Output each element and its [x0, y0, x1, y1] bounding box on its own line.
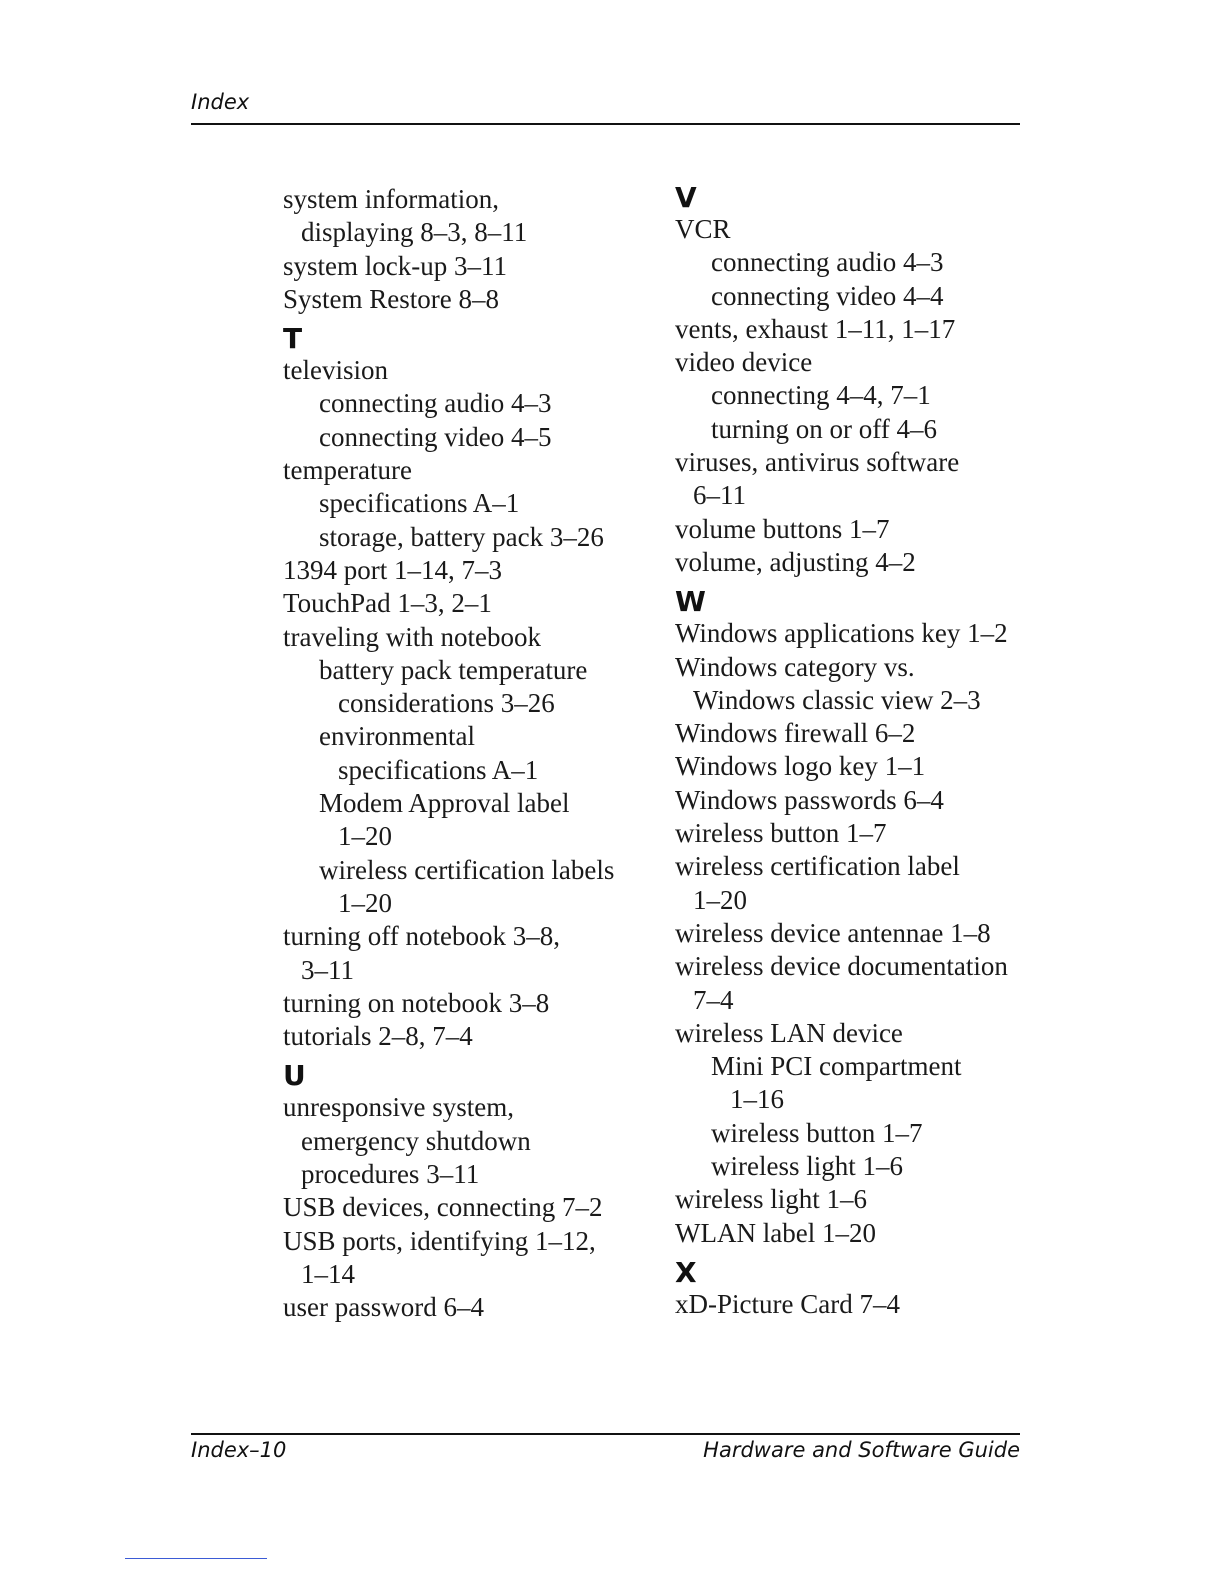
index-entry: specifications A–1: [319, 488, 520, 519]
index-entry: wireless certification labels: [319, 854, 615, 885]
index-entry: turning on or off 4–6: [711, 413, 937, 444]
index-entry: 3–11: [301, 954, 354, 985]
index-entry: System Restore 8–8: [283, 283, 499, 314]
index-entry: Windows firewall 6–2: [675, 718, 916, 749]
index-entry: wireless LAN device: [675, 1017, 903, 1048]
index-entry: Windows applications key 1–2: [675, 618, 1008, 649]
index-entry: turning on notebook 3–8: [283, 987, 550, 1018]
index-entry: unresponsive system,: [283, 1092, 514, 1123]
index-entry: battery pack temperature: [319, 654, 588, 685]
index-entry: specifications A–1: [338, 754, 539, 785]
index-column-right: [675, 183, 1035, 1321]
index-entry: 1394 port 1–14, 7–3: [283, 554, 502, 585]
index-entry: television: [283, 355, 388, 386]
index-entry: viruses, antivirus software: [675, 447, 960, 478]
running-head: Index: [191, 90, 250, 114]
index-entry: system information,: [283, 184, 499, 214]
index-entry: temperature: [283, 455, 412, 486]
header-rule: [191, 123, 1020, 125]
index-entry: environmental: [319, 721, 475, 752]
index-entry: WLAN label 1–20: [675, 1217, 876, 1248]
index-entry: 1–14: [301, 1258, 355, 1289]
index-entry: TouchPad 1–3, 2–1: [283, 588, 492, 619]
index-entry: 1–20: [338, 821, 392, 852]
footer-rule: [191, 1433, 1020, 1435]
index-entry: procedures 3–11: [301, 1159, 480, 1190]
index-letter-heading: T: [283, 322, 303, 356]
index-entry: Windows passwords 6–4: [675, 784, 944, 815]
index-letter-heading: U: [283, 1059, 306, 1093]
index-entry: connecting video 4–4: [711, 280, 944, 311]
index-entry: 1–16: [730, 1084, 784, 1115]
index-entry: user password 6–4: [283, 1292, 484, 1323]
index-entry: volume buttons 1–7: [675, 513, 890, 544]
index-entry: wireless light 1–6: [675, 1184, 867, 1215]
index-entry: considerations 3–26: [338, 688, 555, 719]
index-entry: connecting audio 4–3: [711, 247, 944, 278]
index-entry: VCR: [675, 214, 731, 244]
index-entry: 1–20: [693, 884, 747, 915]
index-entry: Modem Approval label: [319, 788, 570, 819]
book-title: Hardware and Software Guide: [703, 1438, 1020, 1462]
page-number: Index–10: [191, 1438, 287, 1462]
index-column-left: [283, 183, 643, 1325]
index-letter-heading: W: [675, 585, 706, 619]
index-entry: 6–11: [693, 480, 746, 511]
index-entry: Windows classic view 2–3: [693, 684, 981, 715]
index-entry: wireless light 1–6: [711, 1151, 903, 1182]
index-entry: wireless button 1–7: [675, 818, 887, 849]
index-entry: Mini PCI compartment: [711, 1051, 962, 1082]
index-entry: 1–20: [338, 887, 392, 918]
index-entry: connecting audio 4–3: [319, 388, 552, 419]
index-entry: 7–4: [693, 984, 734, 1015]
index-entry: storage, battery pack 3–26: [319, 521, 604, 552]
index-entry: turning off notebook 3–8,: [283, 921, 560, 952]
index-entry: USB ports, identifying 1–12,: [283, 1225, 596, 1256]
index-entry: wireless device documentation: [675, 951, 1008, 982]
index-entry: connecting 4–4, 7–1: [711, 380, 931, 411]
index-entry: xD-Picture Card 7–4: [675, 1288, 900, 1319]
index-entry: Windows logo key 1–1: [675, 751, 926, 782]
index-entry: connecting video 4–5: [319, 421, 552, 452]
index-entry: Windows category vs.: [675, 651, 915, 682]
index-entry: volume, adjusting 4–2: [675, 546, 916, 577]
index-entry: USB devices, connecting 7–2: [283, 1192, 603, 1223]
index-entry: tutorials 2–8, 7–4: [283, 1021, 473, 1052]
index-entry: traveling with notebook: [283, 621, 541, 652]
index-letter-heading: V: [675, 181, 697, 214]
index-entry: emergency shutdown: [301, 1125, 531, 1156]
index-entry: vents, exhaust 1–11, 1–17: [675, 313, 956, 344]
index-entry: wireless button 1–7: [711, 1117, 923, 1148]
index-entry: wireless device antennae 1–8: [675, 917, 991, 948]
index-entry: displaying 8–3, 8–11: [301, 217, 528, 248]
index-entry: video device: [675, 347, 813, 378]
index-entry: system lock-up 3–11: [283, 250, 507, 281]
index-entry: wireless certification label: [675, 851, 960, 882]
link-underline: [125, 1558, 267, 1559]
index-letter-heading: X: [675, 1255, 697, 1289]
